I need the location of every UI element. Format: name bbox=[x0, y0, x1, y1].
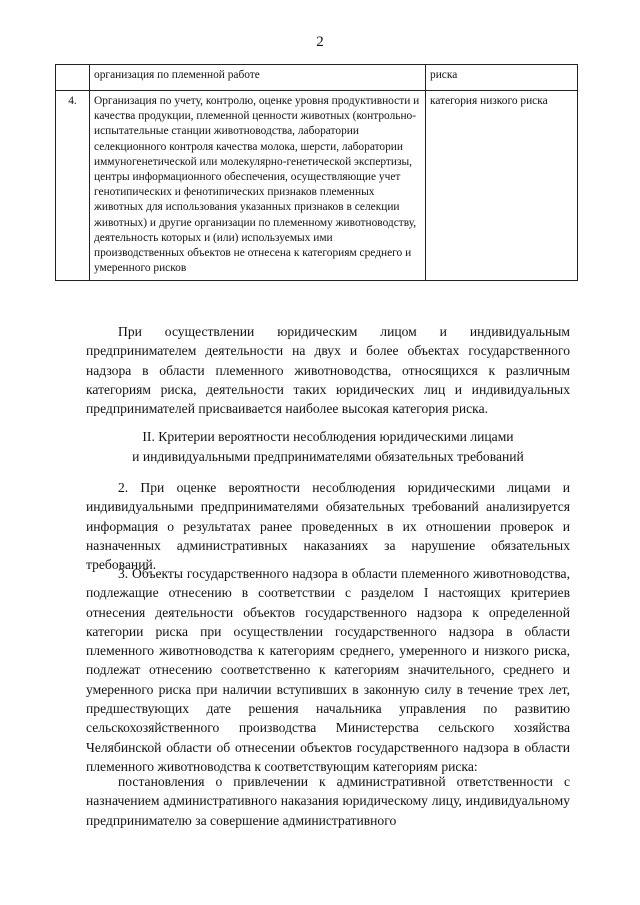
paragraph-3: 3. Объекты государственного надзора в области племенного животноводства, подлежащие отнесению в соответствии с разделом I настоящих критериев отнесения деятельности объектов государственного надзора к определенной категории риска при осуществлении государственного надзора в области племенного животноводства к категориям среднего, умеренного и низкого риска, подлежат отнесению соответственно к категориям значительного, среднего и умеренного риска при наличии вступивших в законную силу в течение трех лет, предшествующих дате решения начальника управления по развитию сельскохозяйственного производства Министерства сельского хозяйства Челябинской области об отнесении объектов государственного надзора в области племенного животноводства к соответствующим категориям риска: bbox=[86, 566, 570, 774]
table-row bbox=[56, 91, 578, 281]
paragraph-4: постановления о привлечении к административной ответственности с назначением административного наказания юридическому лицу, индивидуальному предпринимателю за совершение административного bbox=[86, 774, 570, 828]
section-heading-line: и индивидуальными предпринимателями обязательных требований bbox=[132, 449, 524, 464]
section-heading-line: II. Критерии вероятности несоблюдения юридическими лицами bbox=[142, 429, 514, 444]
category-cell: категория низкого риска bbox=[426, 91, 578, 281]
section-heading bbox=[86, 427, 570, 467]
page-number: 2 bbox=[316, 34, 324, 50]
risk-category-table bbox=[55, 64, 578, 281]
object-cell: Организация по учету, контролю, оценке уровня продуктивности и качества продукции, племенной ценности животных (контрольно-испытательные станции животноводства, лаборатории селекционного контроля качества молока, шерсти, лаборатории иммуногенетической или молекулярно-генетической экспертизы, центры информационного обеспечения, осуществляющие учет генотипических и фенотипических признаков племенных животных для использования указанных признаков в селекции животных) и другие организации по племенному животноводству, деятельность которых и (или) используемых ими производственных объектов не отнесена к категориям среднего и умеренного рисков bbox=[90, 91, 426, 281]
object-cell: организация по племенной работе bbox=[90, 65, 426, 91]
paragraph-multiple-objects: При осуществлении юридическим лицом и индивидуальным предпринимателем деятельности на двух и более объектах государственного надзора в области племенного животноводства, относящихся к различным категориям риска, деятельности таких юридических лиц и индивидуальных предпринимателей присваивается наиболее высокая категория риска. bbox=[86, 324, 570, 417]
category-cell: риска bbox=[426, 65, 578, 91]
table-row bbox=[56, 65, 578, 91]
paragraph-2: 2. При оценке вероятности несоблюдения юридическими лицами и индивидуальными предпринимателями обязательных требований анализируется информация о результатах ранее проведенных в их отношении проверок и назначенных административных наказаниях за нарушение обязательных требований. bbox=[86, 480, 570, 573]
row-number-cell bbox=[56, 65, 90, 91]
row-number-cell: 4. bbox=[56, 91, 90, 281]
